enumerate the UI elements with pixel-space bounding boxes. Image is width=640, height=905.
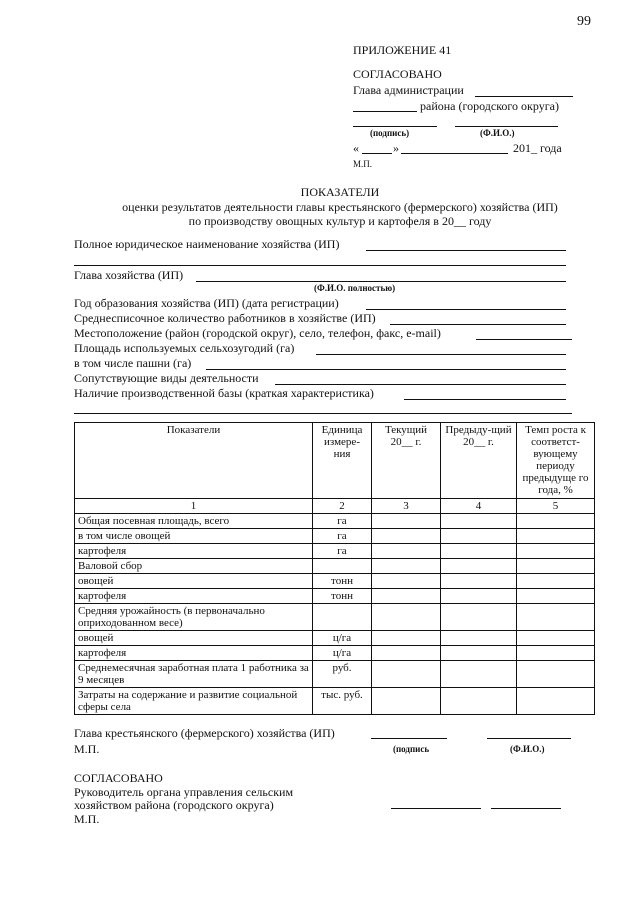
row-previous-cell[interactable] — [441, 688, 517, 715]
manager-fio-line[interactable] — [491, 808, 561, 809]
col-header-indicators: Показатели — [75, 423, 313, 499]
title-line3: по производству овощных культур и картофеля в 20__ году — [188, 214, 492, 228]
appendix-label: ПРИЛОЖЕНИЕ 41 — [353, 43, 452, 57]
row-previous-cell[interactable] — [441, 544, 517, 559]
col-number-2: 2 — [313, 499, 372, 514]
row-name: картофеля — [75, 544, 313, 559]
head-caption: (Ф.И.О. полностью) — [314, 283, 396, 293]
manager-line1: Руководитель органа управления сельским — [74, 785, 294, 799]
row-previous-cell[interactable] — [441, 631, 517, 646]
row-current-cell[interactable] — [372, 688, 441, 715]
stamp-label: М.П. — [353, 159, 373, 169]
arable-label: в том числе пашни (га) — [74, 356, 192, 370]
farm-head-signature-line[interactable] — [371, 738, 447, 739]
row-unit: тонн — [313, 574, 372, 589]
row-growth-cell[interactable] — [517, 514, 595, 529]
row-current-cell[interactable] — [372, 529, 441, 544]
manager-signature-line[interactable] — [391, 808, 481, 809]
row-current-cell[interactable] — [372, 604, 441, 631]
col-header-unit: Единица измере-ния — [313, 423, 372, 499]
table-row — [75, 646, 595, 661]
col-header-growth: Темп роста к соответст-вующему периоду предыдуще го года, % — [517, 423, 595, 499]
head-admin-label: Глава администрации — [353, 83, 464, 97]
farm-head-signature-caption: (подпись — [393, 744, 430, 754]
row-unit: тыс. руб. — [313, 688, 372, 715]
date-year: 201_ года — [513, 141, 562, 155]
row-unit: га — [313, 544, 372, 559]
row-name: Общая посевная площадь, всего — [75, 514, 313, 529]
row-current-cell[interactable] — [372, 574, 441, 589]
year-founded-input-line[interactable] — [366, 309, 566, 310]
manager-line2: хозяйством района (городского округа) — [74, 798, 274, 812]
row-growth-cell[interactable] — [517, 631, 595, 646]
row-previous-cell[interactable] — [441, 589, 517, 604]
table-row — [75, 559, 595, 574]
table-row — [75, 544, 595, 559]
farmland-input-line[interactable] — [316, 354, 566, 355]
col-number-3: 3 — [372, 499, 441, 514]
row-unit — [313, 559, 372, 574]
row-growth-cell[interactable] — [517, 544, 595, 559]
table-row — [75, 661, 595, 688]
row-name: картофеля — [75, 589, 313, 604]
row-previous-cell[interactable] — [441, 646, 517, 661]
head-input-line[interactable] — [196, 281, 566, 282]
farm-head-stamp: М.П. — [74, 742, 100, 756]
row-growth-cell[interactable] — [517, 529, 595, 544]
table-row — [75, 631, 595, 646]
row-current-cell[interactable] — [372, 559, 441, 574]
district-label: района (городского округа) — [420, 99, 559, 113]
table-number-row — [75, 499, 595, 514]
production-base-input-line[interactable] — [404, 399, 566, 400]
row-current-cell[interactable] — [372, 646, 441, 661]
fio-line — [455, 126, 558, 127]
related-input-line[interactable] — [275, 384, 566, 385]
row-unit: ц/га — [313, 631, 372, 646]
date-close-quote: » — [393, 141, 399, 155]
row-name: овощей — [75, 631, 313, 646]
row-growth-cell[interactable] — [517, 688, 595, 715]
table-row — [75, 574, 595, 589]
full-name-input-line[interactable] — [366, 250, 566, 251]
row-previous-cell[interactable] — [441, 559, 517, 574]
row-current-cell[interactable] — [372, 514, 441, 529]
row-name: овощей — [75, 574, 313, 589]
row-unit: га — [313, 529, 372, 544]
row-previous-cell[interactable] — [441, 574, 517, 589]
signature-caption: (подпись) — [370, 128, 410, 138]
avg-workers-input-line[interactable] — [390, 324, 566, 325]
arable-input-line[interactable] — [206, 369, 566, 370]
fio-caption: (Ф.И.О.) — [480, 128, 515, 138]
farm-head-fio-line[interactable] — [487, 738, 571, 739]
row-growth-cell[interactable] — [517, 559, 595, 574]
row-name: картофеля — [75, 646, 313, 661]
row-unit: тонн — [313, 589, 372, 604]
col-header-current: Текущий 20__ г. — [372, 423, 441, 499]
row-previous-cell[interactable] — [441, 514, 517, 529]
row-unit: га — [313, 514, 372, 529]
production-base-label: Наличие производственной базы (краткая характеристика) — [74, 386, 374, 400]
title-main: ПОКАЗАТЕЛИ — [300, 185, 380, 199]
table-row — [75, 688, 595, 715]
farmland-label: Площадь используемых сельхозугодий (га) — [74, 341, 295, 355]
indicators-table — [74, 422, 595, 715]
col-number-4: 4 — [441, 499, 517, 514]
year-founded-label: Год образования хозяйства (ИП) (дата регистрации) — [74, 296, 339, 310]
row-name: Затраты на содержание и развитие социальной сферы села — [75, 688, 313, 715]
table-row — [75, 529, 595, 544]
row-unit: ц/га — [313, 646, 372, 661]
row-current-cell[interactable] — [372, 661, 441, 688]
col-number-1: 1 — [75, 499, 313, 514]
table-header-row — [75, 423, 595, 499]
row-growth-cell[interactable] — [517, 646, 595, 661]
page-number: 99 — [577, 14, 591, 29]
table-row — [75, 589, 595, 604]
agreed-label: СОГЛАСОВАНО — [353, 67, 442, 81]
table-row — [75, 514, 595, 529]
title-line2: оценки результатов деятельности главы крестьянского (фермерского) хозяйства (ИП) — [122, 200, 558, 214]
location-label: Местоположение (район (городской округ), село, телефон, факс, e-mail) — [74, 326, 441, 340]
row-current-cell[interactable] — [372, 631, 441, 646]
footer-agreed-label: СОГЛАСОВАНО — [74, 771, 163, 785]
row-current-cell[interactable] — [372, 589, 441, 604]
row-unit: руб. — [313, 661, 372, 688]
row-previous-cell[interactable] — [441, 529, 517, 544]
full-name-label: Полное юридическое наименование хозяйства (ИП) — [74, 237, 340, 251]
related-label: Сопутствующие виды деятельности — [74, 371, 259, 385]
row-growth-cell[interactable] — [517, 574, 595, 589]
col-header-previous: Предыду-щий 20__ г. — [441, 423, 517, 499]
row-growth-cell[interactable] — [517, 589, 595, 604]
full-name-extra-line[interactable] — [74, 265, 566, 266]
row-name: в том числе овощей — [75, 529, 313, 544]
district-name-line — [353, 111, 417, 112]
head-admin-line — [475, 96, 573, 97]
row-name: Валовой сбор — [75, 559, 313, 574]
head-label: Глава хозяйства (ИП) — [74, 268, 184, 282]
date-day-line — [362, 153, 392, 154]
row-current-cell[interactable] — [372, 544, 441, 559]
row-growth-cell[interactable] — [517, 604, 595, 631]
avg-workers-label: Среднесписочное количество работников в хозяйстве (ИП) — [74, 311, 376, 325]
farm-head-fio-caption: (Ф.И.О.) — [510, 744, 545, 754]
row-previous-cell[interactable] — [441, 604, 517, 631]
manager-stamp: М.П. — [74, 812, 100, 826]
table-row — [75, 604, 595, 631]
row-name: Средняя урожайность (в первоначально оприходованном весе) — [75, 604, 313, 631]
row-unit — [313, 604, 372, 631]
location-input-line[interactable] — [476, 339, 572, 340]
row-previous-cell[interactable] — [441, 661, 517, 688]
row-growth-cell[interactable] — [517, 661, 595, 688]
date-month-line — [401, 153, 508, 154]
production-base-extra-line[interactable] — [74, 413, 572, 414]
signature-line — [353, 126, 437, 127]
col-number-5: 5 — [517, 499, 595, 514]
row-name: Среднемесячная заработная плата 1 работника за 9 месяцев — [75, 661, 313, 688]
farm-head-label: Глава крестьянского (фермерского) хозяйства (ИП) — [74, 726, 335, 740]
date-open-quote: « — [353, 141, 359, 155]
